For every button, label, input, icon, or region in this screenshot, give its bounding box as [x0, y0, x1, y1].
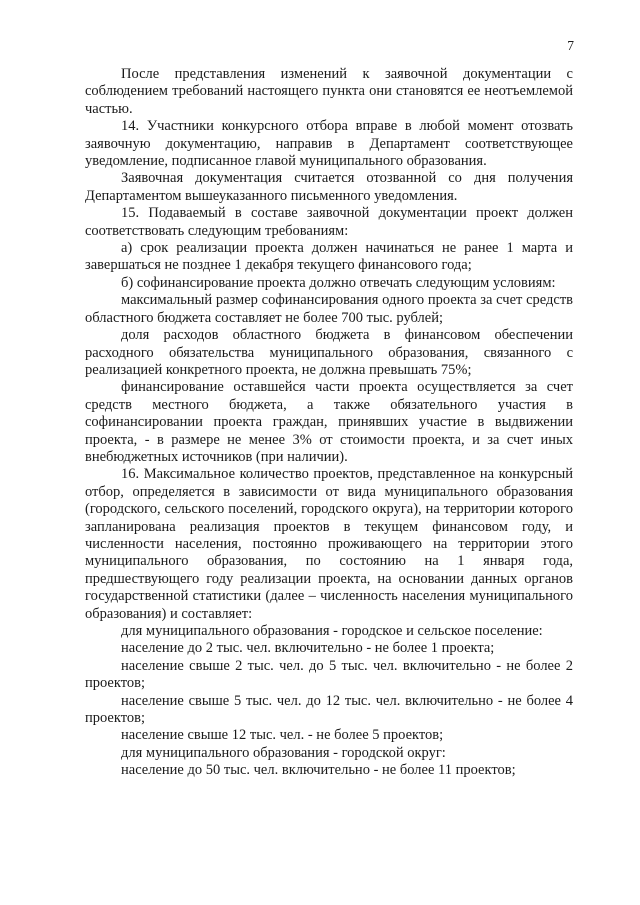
- paragraph-regional-share: доля расходов областного бюджета в финансовом обеспечении расходного обязательства муниципального образования, связанного с реализацией конкретного проекта, не должна превышать 75%;: [85, 327, 573, 378]
- paragraph-item-16: 16. Максимальное количество проектов, представленное на конкурсный отбор, определяется в зависимости от вида муниципального образования (городского, сельского поселений, городского округа), на территории которого запланирована реализация проектов в текущем финансовом году, и численности населения, постоянно проживающего на территории этого муниципального образования, по состоянию на 1 января года, предшествующего году реализации проекта, на основании данных органов государственной статистики (далее – численность населения муниципального образования) и составляет:: [85, 466, 573, 622]
- paragraph-changes-integral: После представления изменений к заявочной документации с соблюдением требований настоящего пункта они становятся ее неотъемлемой частью.: [85, 66, 573, 117]
- paragraph-population-5k-12k: население свыше 5 тыс. чел. до 12 тыс. чел. включительно - не более 4 проектов;: [85, 692, 573, 727]
- paragraph-population-2k: население до 2 тыс. чел. включительно - не более 1 проекта;: [121, 640, 495, 657]
- paragraph-settlement-heading: для муниципального образования - городское и сельское поселение:: [121, 623, 543, 639]
- paragraph-item-15: 15. Подаваемый в составе заявочной документации проект должен соответствовать следующим требованиям:: [85, 205, 573, 239]
- page-number: 7: [567, 38, 574, 53]
- paragraph-item-15-a: а) срок реализации проекта должен начинаться не ранее 1 марта и завершаться не позднее 1 декабря текущего финансового года;: [85, 240, 573, 274]
- document-body: [85, 66, 573, 780]
- paragraph-withdrawal: Заявочная документация считается отозванной со дня получения Департаментом вышеуказанного письменного уведомления.: [85, 170, 573, 204]
- paragraph-population-over-12k: население свыше 12 тыс. чел. - не более 5 проектов;: [121, 727, 444, 744]
- paragraph-remaining-financing: финансирование оставшейся части проекта осуществляется за счет средств местного бюджета, а также обязательного участия в софинансировании проекта граждан, принявших участие в выдвижении проекта, - в размере не менее 3% от стоимости проекта, и за счет иных внебюджетных источников (при наличии).: [85, 379, 573, 465]
- paragraph-item-15-b: б) софинансирование проекта должно отвечать следующим условиям:: [121, 274, 556, 291]
- paragraph-population-2k-5k: население свыше 2 тыс. чел. до 5 тыс. чел. включительно - не более 2 проектов;: [85, 657, 573, 692]
- paragraph-population-50k: население до 50 тыс. чел. включительно - не более 11 проектов;: [121, 762, 516, 779]
- paragraph-max-cofinancing: максимальный размер софинансирования одного проекта за счет средств областного бюджета составляет не более 700 тыс. рублей;: [85, 292, 573, 326]
- paragraph-item-14: 14. Участники конкурсного отбора вправе в любой момент отозвать заявочную документацию, направив в Департамент соответствующее уведомление, подписанное главой муниципального образования.: [85, 118, 573, 170]
- paragraph-city-district-heading: для муниципального образования - городской округ:: [121, 744, 446, 761]
